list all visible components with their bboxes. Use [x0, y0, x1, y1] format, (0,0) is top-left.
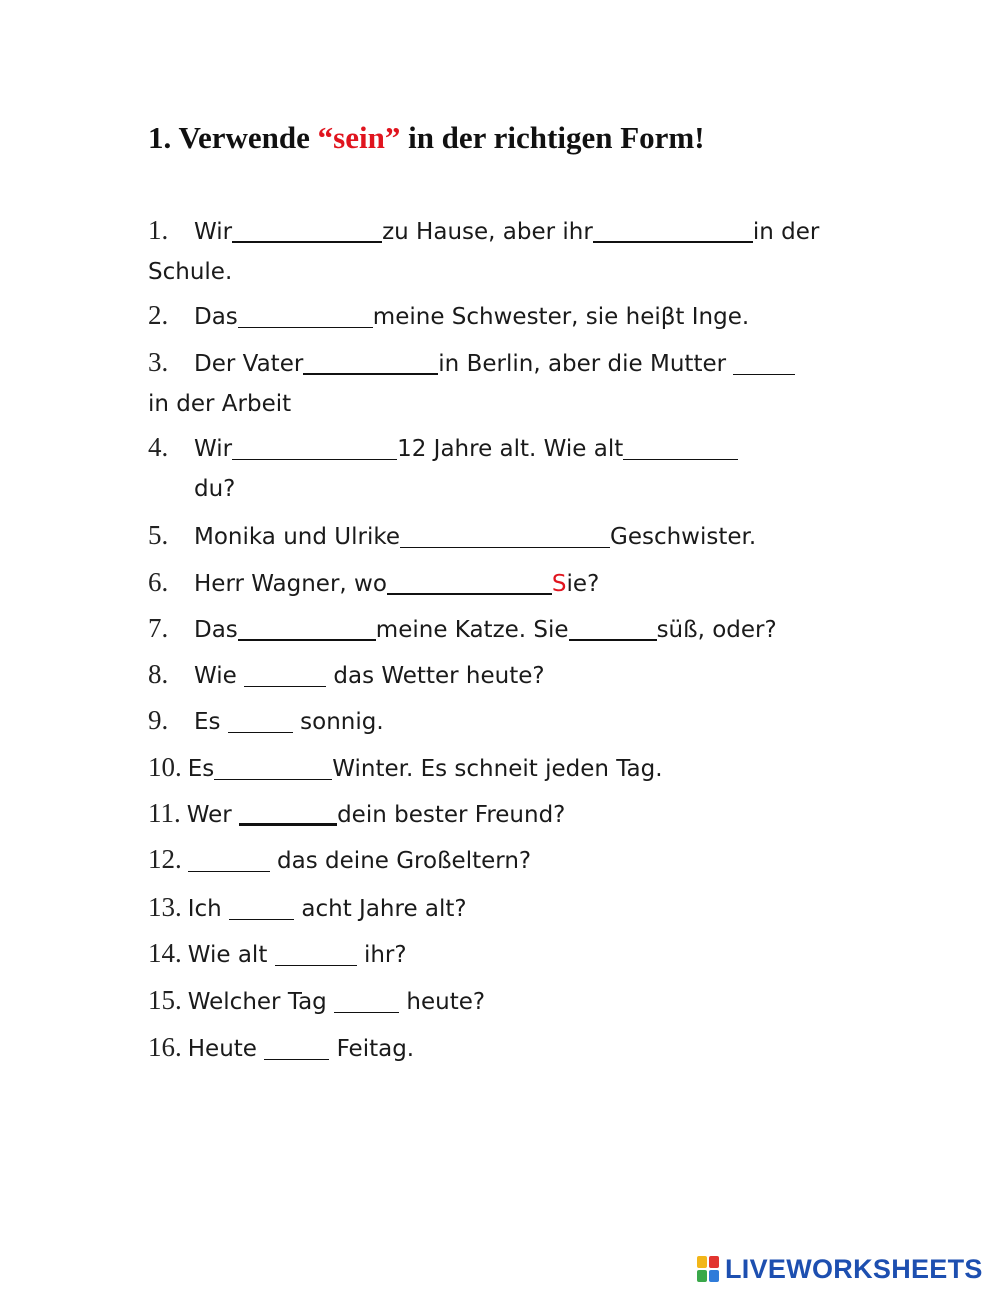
exercise-text: Wir [194, 436, 233, 462]
exercise-text: süß, oder? [656, 617, 777, 643]
exercise-text: dein bester Freund? [337, 802, 566, 828]
exercise-number: 15. [148, 985, 182, 1015]
exercise-7 [148, 607, 777, 651]
answer-blank[interactable] [244, 660, 326, 687]
exercise-text: das Wetter heute? [326, 663, 545, 689]
answer-blank[interactable] [593, 215, 753, 243]
exercise-text: Es [187, 756, 215, 782]
exercise-text: meine Schwester, sie heiβt Inge. [372, 304, 750, 330]
exercise-number: 13. [148, 892, 182, 922]
answer-blank[interactable] [188, 845, 270, 872]
exercise-text: Feitag. [329, 1036, 415, 1062]
answer-blank[interactable] [733, 348, 795, 375]
answer-blank[interactable] [623, 433, 738, 460]
answer-blank[interactable] [334, 986, 399, 1013]
exercise-2 [148, 294, 749, 338]
exercise-text: 12 Jahre alt. Wie alt [397, 436, 624, 462]
answer-blank[interactable] [303, 347, 438, 375]
exercise-number: 9. [148, 705, 169, 735]
exercise-3 [148, 341, 795, 417]
title-suffix: in der richtigen Form! [400, 120, 705, 155]
exercise-number: 12. [148, 844, 182, 874]
exercise-number: 14. [148, 938, 182, 968]
exercise-text: Wie [194, 663, 245, 689]
exercise-number: 3. [148, 347, 169, 377]
exercise-text: Geschwister. [610, 524, 757, 550]
exercise-12 [148, 838, 531, 882]
exercise-text: meine Katze. Sie [375, 617, 569, 643]
title-highlight: “sein” [317, 120, 401, 155]
liveworksheets-logo [697, 1254, 983, 1284]
exercise-text: sonnig. [292, 709, 384, 735]
exercise-number: 11. [148, 798, 181, 828]
answer-blank[interactable] [214, 753, 332, 780]
exercise-text: Der Vater [194, 351, 304, 377]
exercise-text: Das [194, 617, 238, 643]
exercise-text: Winter. Es schneit jeden Tag. [332, 756, 663, 782]
answer-blank[interactable] [228, 706, 293, 733]
exercise-text: zu Hause, aber ihr [382, 219, 593, 245]
exercise-text: das deine Großeltern? [269, 848, 532, 874]
exercise-text: Monika und Ulrike [194, 524, 400, 550]
exercise-text: Ich [187, 896, 230, 922]
exercise-6 [148, 561, 599, 605]
exercise-text: acht Jahre alt? [294, 896, 467, 922]
answer-blank[interactable] [239, 797, 337, 826]
exercise-text: in der [752, 219, 820, 245]
answer-blank[interactable] [275, 939, 357, 966]
answer-blank[interactable] [569, 613, 657, 641]
answer-blank[interactable] [238, 301, 373, 328]
exercise-1 [148, 209, 820, 285]
exercise-16 [148, 1026, 414, 1070]
exercise-5 [148, 514, 756, 558]
exercise-15 [148, 979, 485, 1023]
exercise-text: Das [194, 304, 238, 330]
exercise-continuation: in der Arbeit [148, 391, 292, 417]
exercise-text: Wie alt [187, 942, 275, 968]
answer-blank[interactable] [238, 613, 376, 641]
exercise-number: 5. [148, 520, 169, 550]
exercise-text: Wir [194, 219, 233, 245]
exercise-number: 6. [148, 567, 169, 597]
exercise-8 [148, 653, 545, 697]
answer-blank[interactable] [387, 567, 552, 595]
answer-blank[interactable] [232, 215, 382, 243]
exercise-number: 8. [148, 659, 169, 689]
exercise-9 [148, 699, 384, 743]
exercise-continuation: du? [194, 476, 236, 502]
exercise-number: 1. [148, 215, 169, 245]
exercise-13 [148, 886, 467, 930]
logo-text: LIVEWORKSHEETS [725, 1253, 983, 1284]
exercise-text: in Berlin, aber die Mutter [438, 351, 734, 377]
exercise-number: 10. [148, 752, 182, 782]
answer-blank[interactable] [229, 893, 294, 920]
exercise-text: Es [194, 709, 228, 735]
exercise-text: Herr Wagner, wo [194, 571, 387, 597]
exercise-10 [148, 746, 663, 790]
exercise-11 [148, 792, 565, 836]
exercise-text: Wer [186, 802, 240, 828]
exercise-number: 7. [148, 613, 169, 643]
logo-blocks-icon [697, 1256, 721, 1282]
exercise-text: ihr? [356, 942, 407, 968]
exercise-text: heute? [399, 989, 486, 1015]
answer-blank[interactable] [264, 1033, 329, 1060]
exercise-number: 16. [148, 1032, 182, 1062]
exercise-number: 4. [148, 432, 169, 462]
exercise-text: Welcher Tag [187, 989, 335, 1015]
exercise-text-highlight: S [551, 571, 567, 597]
answer-blank[interactable] [232, 433, 397, 460]
exercise-text: ie? [566, 571, 600, 597]
worksheet-title [148, 120, 705, 156]
exercise-continuation: Schule. [148, 259, 233, 285]
exercise-number: 2. [148, 300, 169, 330]
exercise-text: Heute [187, 1036, 265, 1062]
answer-blank[interactable] [400, 521, 610, 548]
exercise-4 [148, 426, 738, 502]
title-prefix: 1. Verwende [148, 120, 318, 155]
exercise-14 [148, 932, 407, 976]
